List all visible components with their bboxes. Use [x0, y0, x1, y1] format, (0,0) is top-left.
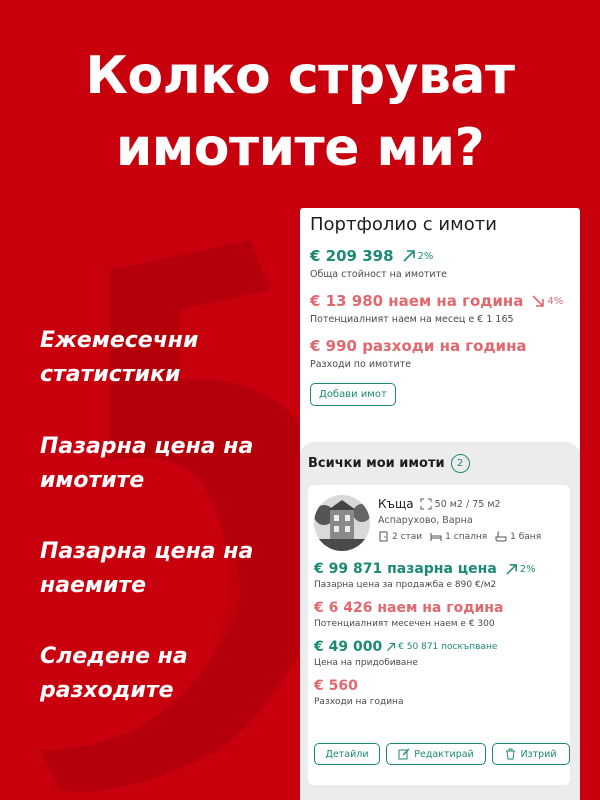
edit-icon — [398, 748, 410, 760]
property-photo — [314, 495, 370, 551]
purchase-price-value: € 49 000 — [314, 639, 383, 655]
market-price-label: Пазарна цена за продажба е 890 €/м2 — [314, 580, 497, 590]
property-rooms: 2 стаи — [378, 531, 422, 542]
purchase-price-label: Цена на придобиване — [314, 658, 418, 668]
area-icon — [420, 498, 432, 510]
background-logo-icon — [0, 230, 340, 800]
all-properties-title: Всички мои имоти — [308, 456, 445, 471]
all-properties-section — [300, 442, 580, 800]
details-button[interactable]: Детайли — [314, 743, 380, 765]
headline — [0, 40, 600, 184]
portfolio-section — [300, 208, 580, 406]
property-card[interactable] — [308, 485, 570, 785]
bed-icon — [430, 531, 442, 542]
property-area: 50 м2 / 75 м2 — [420, 498, 501, 510]
total-value: € 209 398 — [310, 247, 394, 265]
property-count-badge: 2 — [451, 454, 470, 473]
rent-value: € 13 980 наем на година — [310, 292, 524, 310]
property-bathrooms: 1 баня — [495, 531, 541, 542]
bath-icon — [495, 531, 507, 542]
edit-button[interactable]: Редактирай — [386, 743, 486, 765]
feature-monthly-stats: Ежемесечни статистики — [40, 328, 199, 387]
delete-button[interactable]: Изтрий — [492, 743, 570, 765]
feature-expense-tracking: Следене на разходите — [40, 644, 188, 703]
market-price-delta: 2% — [505, 563, 536, 576]
feature-market-price-properties: Пазарна цена на имотите — [40, 434, 254, 493]
feature-market-price-rent: Пазарна цена на наемите — [40, 539, 254, 598]
property-type: Къща — [378, 497, 414, 511]
appreciation-delta: € 50 871 поскъпване — [386, 642, 497, 652]
portfolio-title: Портфолио с имоти — [310, 214, 497, 235]
property-bedrooms: 1 спалня — [430, 531, 487, 542]
rent-label: Потенциалният наем на месец е € 1 165 — [310, 314, 514, 325]
property-expenses-label: Разходи на година — [314, 697, 404, 707]
total-label: Обща стойност на имотите — [310, 269, 447, 280]
total-delta: 2% — [402, 249, 434, 263]
property-expenses-value: € 560 — [314, 678, 358, 694]
headline-line-2: имотите ми? — [115, 118, 485, 178]
arrow-down-right-icon — [531, 294, 545, 308]
app-screen — [300, 208, 580, 800]
door-icon — [378, 531, 389, 542]
expenses-label: Разходи по имотите — [310, 359, 412, 370]
property-rent-value: € 6 426 наем на година — [314, 600, 504, 616]
property-rent-label: Потенциалният месечен наем е € 300 — [314, 619, 495, 629]
property-location: Аспарухово, Варна — [378, 515, 473, 526]
expenses-value: € 990 разходи на година — [310, 337, 527, 355]
headline-line-1: Колко струват — [85, 46, 515, 106]
market-price-value: € 99 871 пазарна цена — [314, 561, 497, 577]
add-property-button[interactable]: Добави имот — [310, 383, 396, 406]
arrow-up-right-icon — [402, 249, 416, 263]
rent-delta: 4% — [531, 294, 563, 308]
trash-icon — [505, 748, 516, 760]
arrow-up-right-icon — [505, 563, 518, 576]
arrow-up-right-icon — [386, 642, 396, 652]
